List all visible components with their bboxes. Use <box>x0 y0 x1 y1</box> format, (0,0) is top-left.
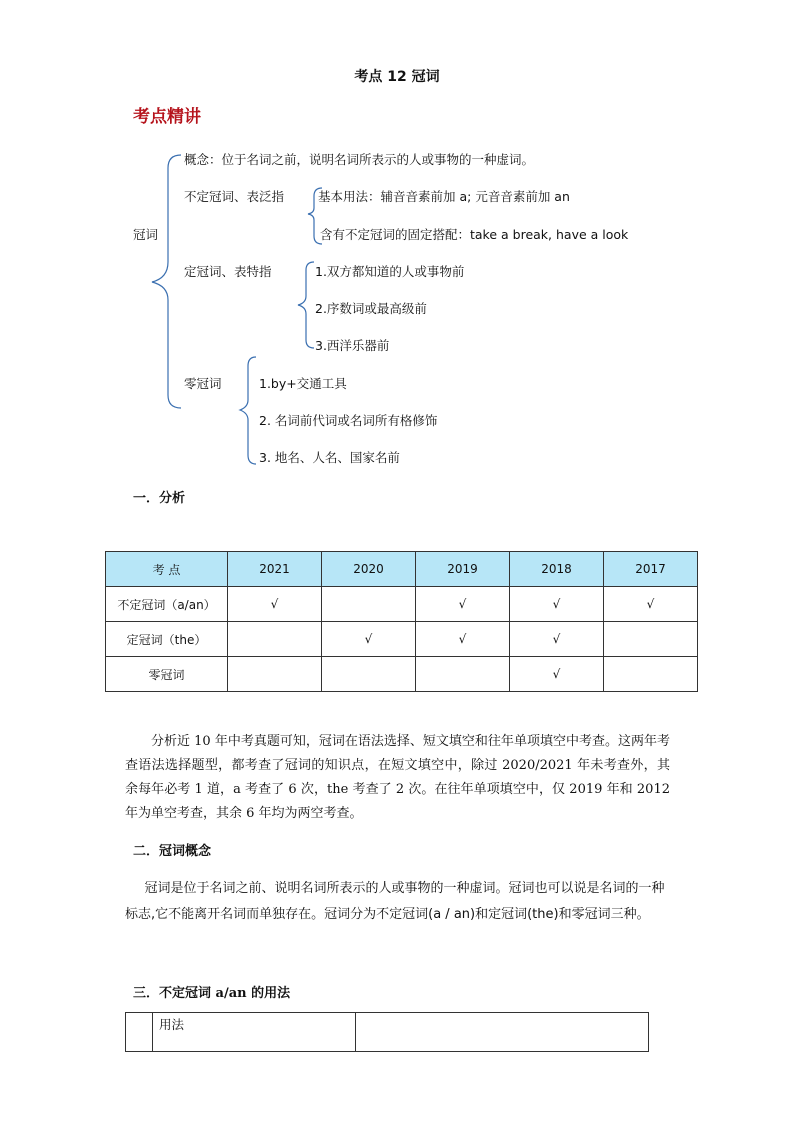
table-cell: √ <box>228 587 322 622</box>
table-cell: √ <box>604 587 698 622</box>
table-cell <box>322 587 416 622</box>
table-header-row <box>126 1013 649 1052</box>
table-cell <box>228 622 322 657</box>
header-cell: 2021 <box>228 552 322 587</box>
header-cell <box>356 1013 649 1052</box>
table-cell: √ <box>322 622 416 657</box>
definite-item: 3.西洋乐器前 <box>315 338 390 353</box>
section1-heading: 一．分析 <box>133 491 186 506</box>
row-label: 定冠词（the） <box>106 622 228 657</box>
table-cell: √ <box>510 622 604 657</box>
definite-item: 1.双方都知道的人或事物前 <box>315 264 465 279</box>
exam-frequency-table <box>105 551 698 692</box>
zero-item: 3. 地名、人名、国家名前 <box>259 450 400 465</box>
header-cell: 用法 <box>153 1013 356 1052</box>
page-title: 考点 12 冠词 <box>354 69 440 85</box>
section-heading: 考点精讲 <box>133 107 201 127</box>
diagram-root-label: 冠词 <box>133 227 159 242</box>
concept-paragraph: 冠词是位于名词之前、说明名词所表示的人或事物的一种虚词。冠词也可以说是名词的一种标志,它不能离开名词而单独存在。冠词分为不定冠词(a / an)和定冠词(the)和零冠词三种。 <box>125 881 665 922</box>
table-cell <box>228 657 322 692</box>
table-cell <box>604 657 698 692</box>
table-cell <box>604 622 698 657</box>
header-cell <box>126 1013 153 1052</box>
root-brace <box>152 155 181 408</box>
header-cell: 2018 <box>510 552 604 587</box>
analysis-paragraph: 分析近 10 年中考真题可知，冠词在语法选择、短文填空和往年单项填空中考查。这两年考查语法选择题型，都考查了冠词的知识点，在短文填空中，除过 2020/2021 年未考查外，其余每年必考 1 道，a 考查了 6 次，the 考查了 2 次。在往年单项填空中，仅 2019 年和 2012 年为单空考查，其余 6 年均为两空考查。 <box>125 734 670 821</box>
section3-heading: 三．不定冠词 a/an 的用法 <box>133 986 291 1001</box>
zero-item: 1.by+交通工具 <box>259 376 347 391</box>
zero-item: 2. 名词前代词或名词所有格修饰 <box>259 413 438 428</box>
definite-item: 2.序数词或最高级前 <box>315 301 427 316</box>
zero-label: 零冠词 <box>184 376 222 391</box>
row-label: 零冠词 <box>106 657 228 692</box>
header-cell: 2020 <box>322 552 416 587</box>
indefinite-item: 基本用法：辅音音素前加 a; 元音音素前加 an <box>318 189 570 204</box>
table-row <box>106 657 698 692</box>
table-row <box>106 622 698 657</box>
usage-table <box>125 1012 649 1052</box>
indefinite-label: 不定冠词、表泛指 <box>184 189 285 204</box>
definite-label: 定冠词、表特指 <box>184 264 272 279</box>
diagram-concept: 概念：位于名词之前，说明名词所表示的人或事物的一种虚词。 <box>184 152 535 167</box>
header-cell: 2017 <box>604 552 698 587</box>
section2-heading: 二．冠词概念 <box>133 844 212 859</box>
table-cell <box>416 657 510 692</box>
zero-brace <box>240 357 256 464</box>
table-cell: √ <box>510 657 604 692</box>
table-row <box>106 587 698 622</box>
indefinite-item: 含有不定冠词的固定搭配：take a break, have a look <box>320 227 629 242</box>
definite-brace <box>298 262 314 348</box>
table-cell: √ <box>416 622 510 657</box>
table-cell: √ <box>510 587 604 622</box>
table-cell: √ <box>416 587 510 622</box>
header-cell: 2019 <box>416 552 510 587</box>
header-cell: 考 点 <box>106 552 228 587</box>
row-label: 不定冠词（a/an） <box>106 587 228 622</box>
table-header-row <box>106 552 698 587</box>
table-cell <box>322 657 416 692</box>
